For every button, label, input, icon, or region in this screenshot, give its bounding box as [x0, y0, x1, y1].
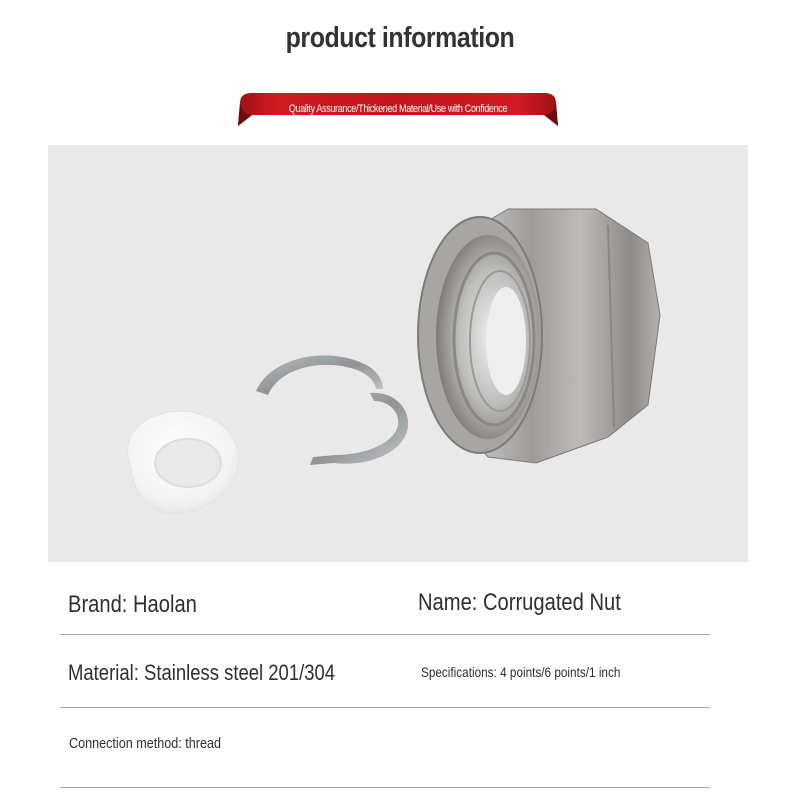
page-title: product information — [285, 22, 515, 54]
banner-text: Quality Assurance/Thickened Material/Use with Confidence — [288, 103, 508, 115]
retaining-clip — [256, 355, 408, 465]
quality-banner — [238, 93, 558, 126]
hex-nut — [418, 209, 660, 463]
divider — [60, 787, 710, 788]
material-label: Material: Stainless steel 201/304 — [68, 660, 336, 685]
specifications-label: Specifications: 4 points/6 points/1 inch — [421, 664, 621, 680]
divider — [60, 634, 710, 635]
brand-label: Brand: Haolan — [68, 591, 197, 618]
connection-method-label: Connection method: thread — [69, 735, 222, 752]
product-photo — [48, 145, 748, 562]
divider — [60, 707, 710, 708]
washer-ring — [128, 411, 239, 514]
product-name-label: Name: Corrugated Nut — [418, 589, 621, 616]
